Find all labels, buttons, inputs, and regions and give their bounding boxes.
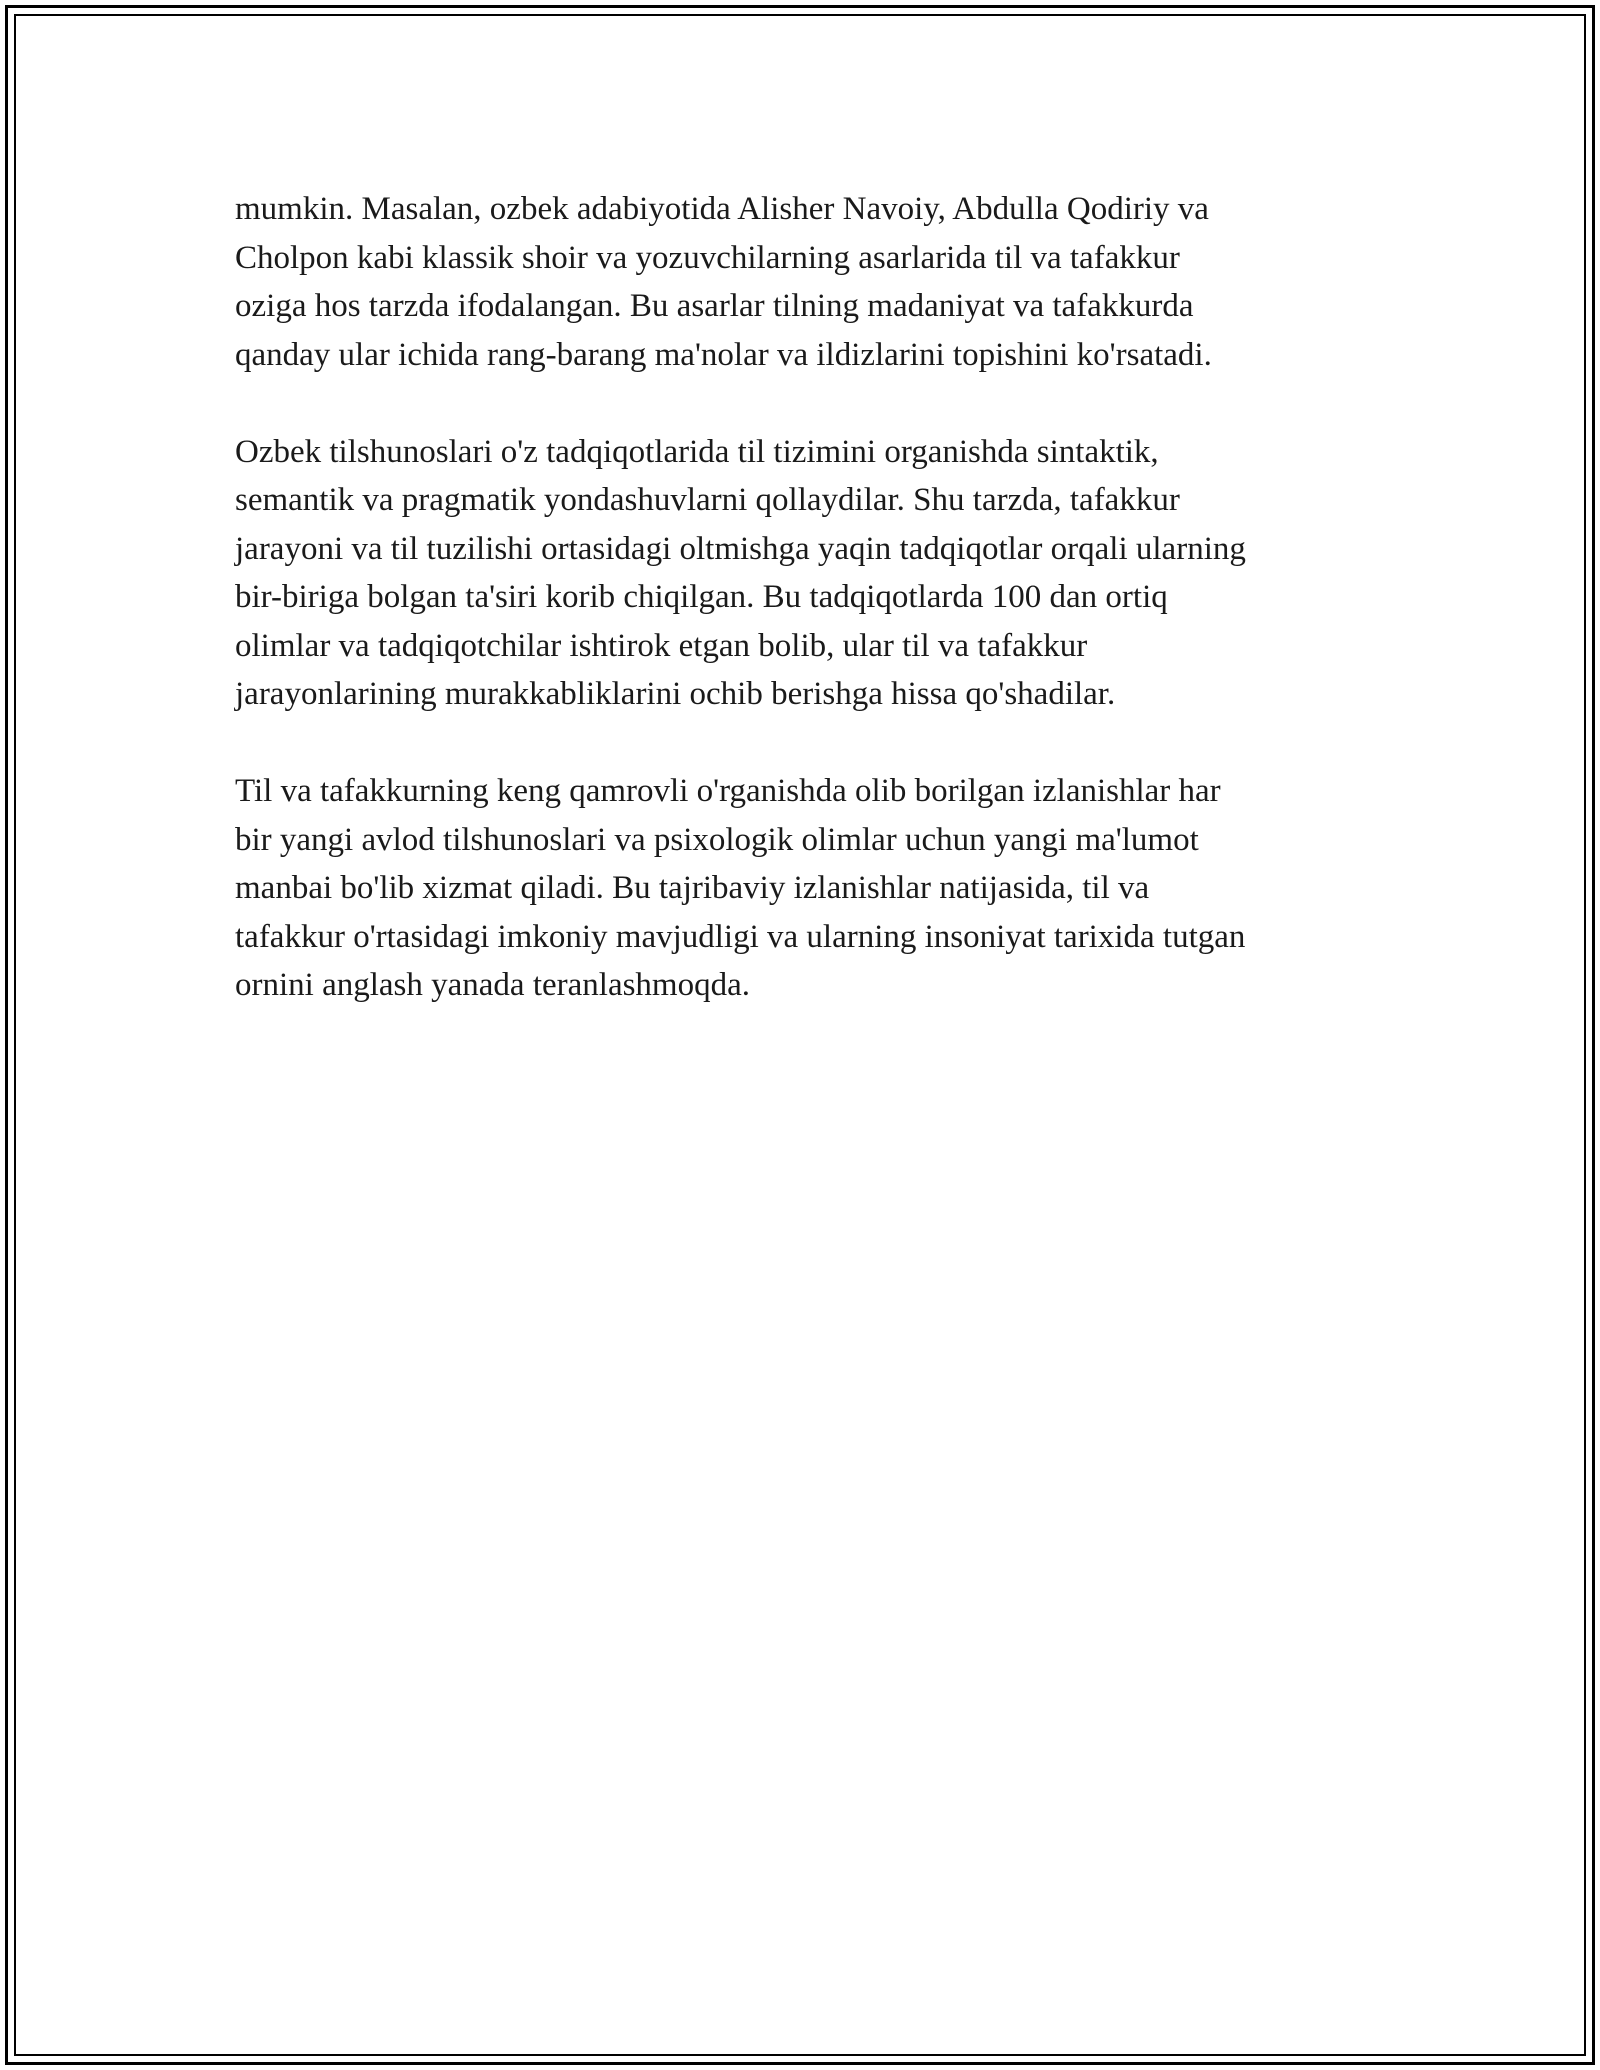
- paragraph-2: [235, 428, 1385, 719]
- text-line: semantik va pragmatik yondashuvlarni qollaydilar. Shu tarzda, tafakkur: [235, 482, 1180, 518]
- text-line: qanday ular ichida rang-barang ma'nolar va ildizlarini topishini ko'rsatadi.: [235, 336, 1212, 373]
- paragraph-1: [235, 185, 1385, 379]
- text-line: mumkin. Masalan, ozbek adabiyotida Alisher Navoiy, Abdulla Qodiriy va: [235, 191, 1209, 227]
- text-line: tafakkur o'rtasidagi imkoniy mavjudligi va ularning insoniyat tarixida tutgan: [235, 918, 1246, 955]
- text-line: manbai bo'lib xizmat qiladi. Bu tajribaviy izlanishlar natijasida, til va: [235, 870, 1150, 906]
- text-line: bir-biriga bolgan ta'siri korib chiqilgan. Bu tadqiqotlarda 100 dan ortiq: [235, 579, 1168, 615]
- paragraph-3: [235, 767, 1385, 1010]
- text-line: olimlar va tadqiqotchilar ishtirok etgan bolib, ular til va tafakkur: [235, 627, 1088, 664]
- text-line: bir yangi avlod tilshunoslari va psixologik olimlar uchun yangi ma'lumot: [235, 821, 1199, 858]
- text-line: Til va tafakkurning keng qamrovli o'rganishda olib borilgan izlanishlar har: [235, 773, 1221, 809]
- document-body: [235, 185, 1385, 1058]
- text-line: jarayonlarining murakkabliklarini ochib berishga hissa qo'shadilar.: [235, 676, 1116, 712]
- text-line: oziga hos tarzda ifodalangan. Bu asarlar tilning madaniyat va tafakkurda: [235, 288, 1194, 324]
- text-line: jarayoni va til tuzilishi ortasidagi oltmishga yaqin tadqiqotlar orqali ularning: [235, 530, 1246, 567]
- text-line: Ozbek tilshunoslari o'z tadqiqotlarida til tizimini organishda sintaktik,: [235, 433, 1159, 470]
- text-line: Cholpon kabi klassik shoir va yozuvchilarning asarlarida til va tafakkur: [235, 239, 1180, 276]
- text-line: ornini anglash yanada teranlashmoqda.: [235, 967, 750, 1003]
